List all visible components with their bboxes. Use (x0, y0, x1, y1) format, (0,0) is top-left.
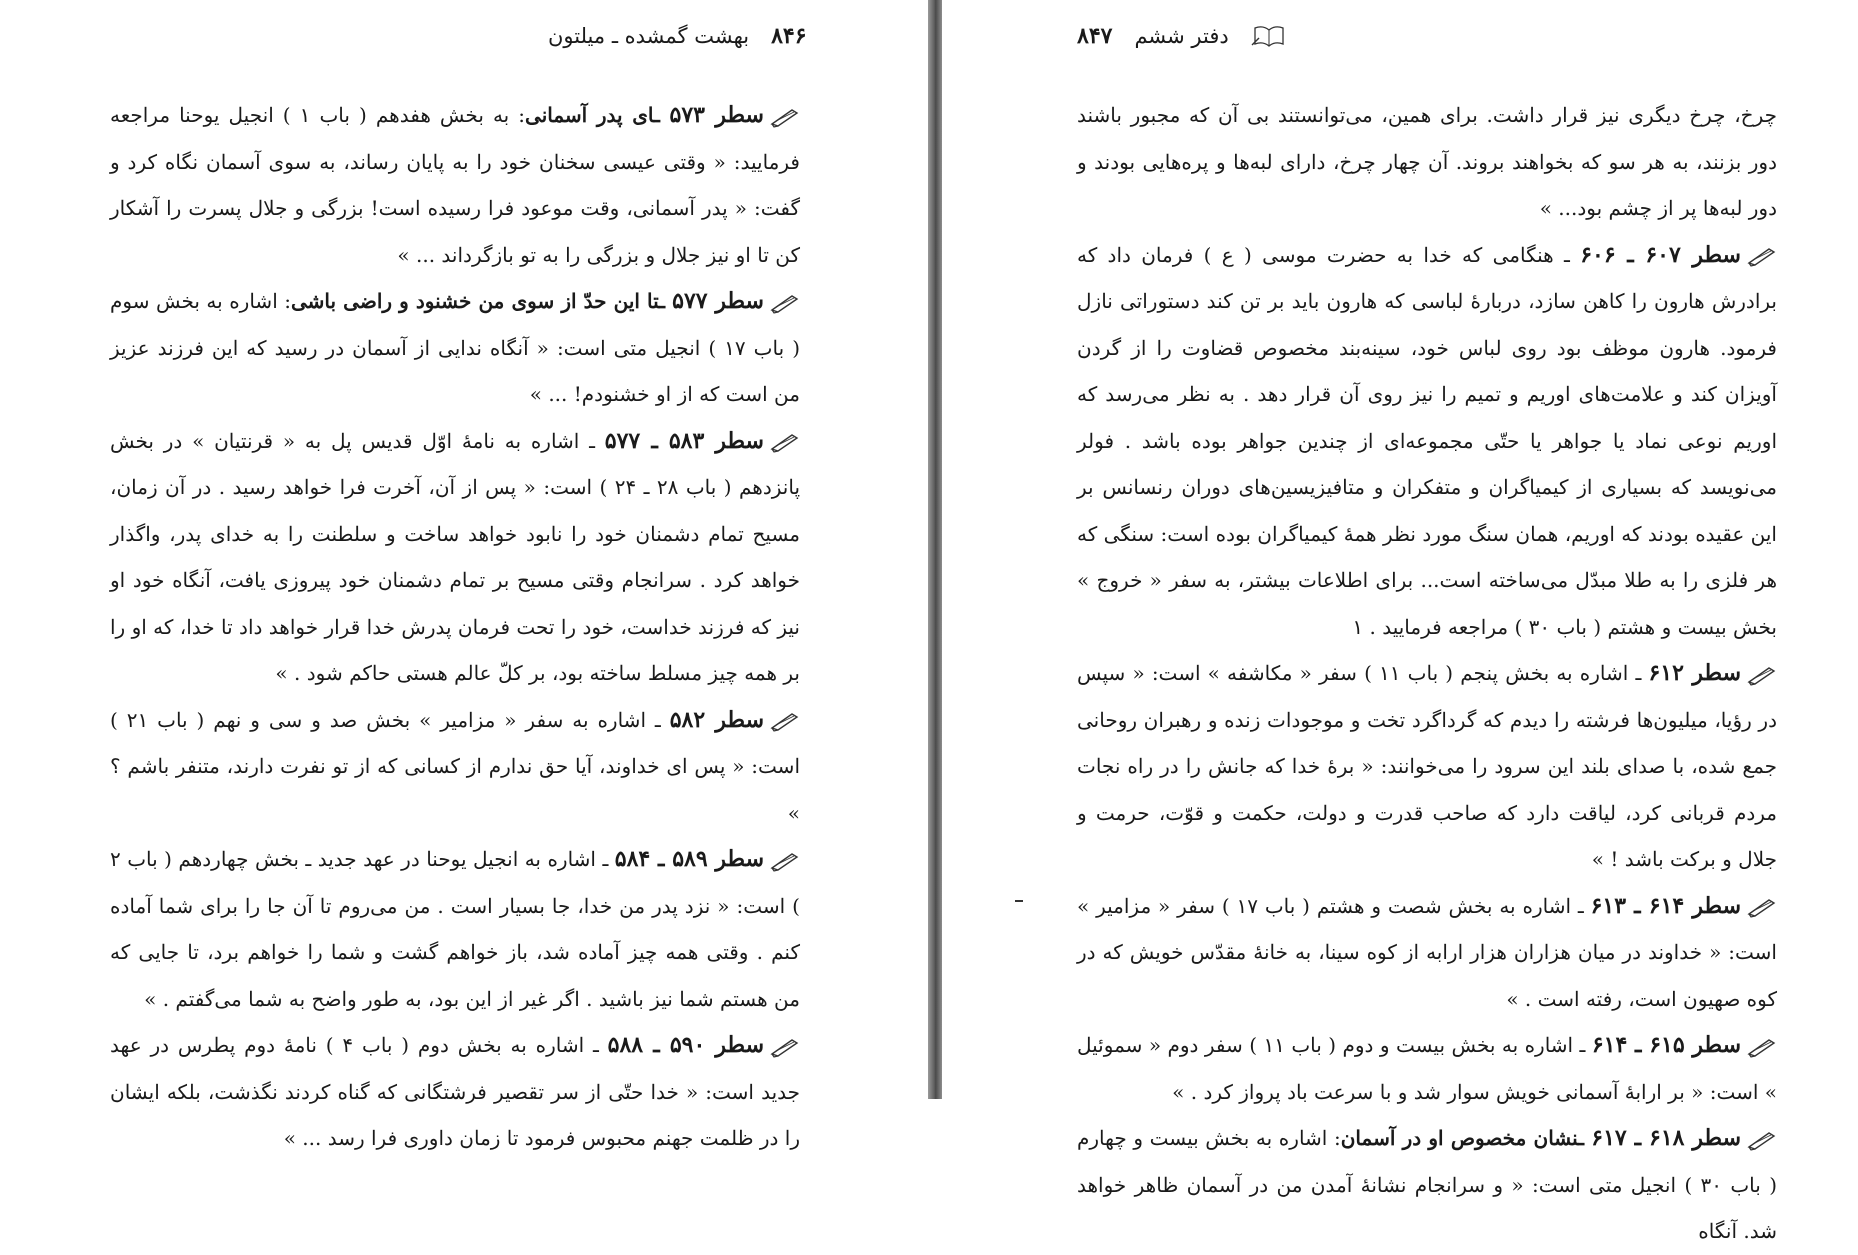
line-reference: سطر ۶۱۸ ـ ۶۱۷ (1591, 1125, 1742, 1151)
pen-icon (1747, 1129, 1777, 1151)
note-title: ـتا این حدّ از سوی من خشنود و راضی باشی (290, 289, 673, 313)
note-title: ـنشان مخصوص او در آسمان (1340, 1126, 1592, 1150)
continued-paragraph: چرخ، چرخ دیگری نیز قرار داشت. برای همین، می‌توانستند بی آن که مجبور باشند دور بزنند، به هر سو که بخواهند بروند. آن چهار چرخ، دارای لبه‌ها و پره‌هایی بودند و دور لبه‌ها پر از چشم بود... » (1077, 103, 1777, 220)
note-title: ـای پدر آسمانی (525, 103, 670, 127)
note-text: ـ اشاره به سفر « مزامیر » بخش صد و سی و نهم ( باب ۲۱ ) است: « پس ای خداوند، آیا حق ندارم از کسانی که از تو نفرت دارند، متنفر باشم ؟ » (110, 707, 800, 825)
line-reference: سطر ۵۷۳ (669, 102, 764, 128)
note-text: : اشاره به بخش بیست و چهارم ( باب ۳۰ ) انجیل متی است: « و سرانجام نشانهٔ آمدن من در آسمان ظاهر خواهد شد. آنگاه (1077, 1126, 1777, 1243)
note-entry (1077, 1115, 1777, 1255)
line-reference: سطر ۵۸۲ (669, 706, 764, 733)
note-entry (110, 697, 800, 837)
line-reference: سطر ۵۹۰ ـ ۵۸۸ (607, 1032, 765, 1058)
note-text: ـ اشاره به بخش شصت و هشتم ( باب ۱۷ ) سفر « مزامیر » است: « خداوند در میان هزاران هزار ارابه از کوه سینا، به خانهٔ مقدّس خویش که در کوه صهیون است، رفته است . » (1077, 893, 1777, 1011)
note-text: ـ اشاره به بخش پنجم ( باب ۱۱ ) سفر « مکاشفه » است: « سپس در رؤیا، میلیون‌ها فرشته را دیدم که گرداگرد تخت و موجودات زنده و رهبران روحانی جمع شده، با صدای بلند این سرود را می‌خوانند: « برهٔ خدا که جانش را در راه نجات مردم قربانی کرد، لیاقت دارد که صاحب قدرت و دولت، حکمت و قوّت، حرمت و جلال و برکت باشد ! » (1077, 661, 1778, 871)
right-page-header (1077, 16, 1287, 56)
line-reference: سطر ۶۱۴ ـ ۶۱۳ (1590, 892, 1742, 919)
pen-icon (1747, 1036, 1777, 1058)
note-entry (110, 418, 800, 697)
pen-icon (1747, 664, 1777, 686)
note-text: ـ اشاره به نامهٔ اوّل قدیس پل به « قرنتیان » در بخش پانزدهم ( باب ۲۸ ـ ۲۴ ) است: « پس از آن، آخرت فرا خواهد رسید . در آن زمان، مسیح تمام دشمنان خود را نابود خواهد ساخت و سلطنت را به خدای پدر، واگذار خواهد کرد . سرانجام وقتی مسیح بر تمام دشمنان خود پیروزی یافت، آنگاه خود او نیز که فرزند خداست، خود را تحت فرمان پدرش خدا قرار خواهد داد تا خدا، که او را بر همه چیز مسلط ساخته بود، بر کلّ عالم هستی حاکم شود . » (110, 428, 801, 685)
open-book-icon (1251, 24, 1287, 48)
right-running-title: دفتر ششم (1134, 24, 1229, 48)
pen-icon (770, 710, 800, 732)
line-reference: سطر ۵۷۷ (672, 288, 764, 314)
margin-mark (1015, 900, 1023, 902)
left-page (0, 0, 930, 1150)
pen-icon (770, 292, 800, 314)
pen-icon (1747, 245, 1777, 267)
note-text: ـ اشاره به بخش بیست و دوم ( باب ۱۱ ) سفر دوم « سموئیل » است: « بر ارابهٔ آسمانی خویش سوار شد و با سرعت باد پرواز کرد . » (1077, 1033, 1777, 1104)
note-entry (110, 1022, 800, 1162)
right-page-body (1077, 92, 1777, 1255)
pen-icon (770, 106, 800, 128)
note-text: : اشاره به بخش سوم ( باب ۱۷ ) انجیل متی است: « آنگاه ندایی از آسمان در رسید که این فرزند عزیز من است که از او خشنودم! ... » (110, 289, 800, 406)
left-page-header (548, 16, 807, 56)
left-page-number: ۸۴۶ (771, 23, 807, 49)
line-reference: سطر ۵۸۳ ـ ۵۷۷ (604, 427, 764, 454)
right-page-number: ۸۴۷ (1077, 23, 1113, 49)
line-reference: سطر ۶۱۲ (1648, 660, 1742, 686)
pen-icon (770, 431, 800, 453)
note-entry (1077, 650, 1777, 883)
note-entry (1077, 883, 1777, 1023)
note-text: ـ اشاره به بخش دوم ( باب ۴ ) نامهٔ دوم پطرس در عهد جدید است: « خدا حتّی از سر تقصیر فرشتگانی که گناه کردند نگذشت، بلکه ایشان را در ظلمت جهنم محبوس فرمود تا زمان داوری فرا رسد ... » (110, 1033, 800, 1150)
left-running-title: بهشت گمشده ـ میلتون (548, 24, 750, 48)
note-entry (110, 92, 800, 278)
right-page (945, 0, 1858, 1243)
line-reference: سطر ۶۱۵ ـ ۶۱۴ (1591, 1032, 1742, 1058)
line-reference: سطر ۶۰۷ ـ ۶۰۶ (1580, 241, 1741, 268)
note-entry (110, 836, 800, 1022)
left-page-body (110, 92, 800, 1162)
note-entry (1077, 1022, 1777, 1115)
pen-icon (770, 1036, 800, 1058)
book-gutter (928, 0, 942, 1099)
pen-icon (770, 850, 800, 872)
note-text: : به بخش هفدهم ( باب ۱ ) انجیل یوحنا مراجعه فرمایید: « وقتی عیسی سخنان خود را به پایان رساند، به سوی آسمان نگاه کرد و گفت: « پدر آسمانی، وقت موعود فرا رسیده است! بزرگی و جلال پسرت را آشکار کن تا او نیز جلال و بزرگی را به تو بازگرداند ... » (110, 103, 800, 267)
note-entry (110, 278, 800, 418)
pen-icon (1747, 896, 1777, 918)
note-text: ـ هنگامی که خدا به حضرت موسی ( ع ) فرمان داد که برادرش هارون را کاهن سازد، دربارهٔ لباسی که هارون باید بر تن کند دستوراتی نازل فرمود. هارون موظف بود روی لباس خود، سینه‌بند مخصوص قضاوت را از گردن آویزان کند و علامت‌های اوریم و تمیم را نیز روی آن قرار دهد . به نظر می‌رسد که اوریم نوعی نماد یا جواهر یا حتّی مجموعه‌ای از چندین جواهر بوده باشد . فولر می‌نویسد که بسیاری از کیمیاگران و متفکران و متافیزیسین‌های دوران رنسانس بر این عقیده بودند که اوریم، همان سنگ مورد نظر همهٔ کیمیاگران بوده است: سنگی که هر فلزی را به طلا مبدّل می‌ساخته است... برای اطلاعات بیشتر، به سفر « خروج » بخش بیست و هشتم ( باب ۳۰ ) مراجعه فرمایید . ۱ (1077, 242, 1777, 639)
note-text: ـ اشاره به انجیل یوحنا در عهد جدید ـ بخش چهاردهم ( باب ۲ ) است: « نزد پدر من خدا، جا بسیار است . من می‌روم تا آن جا را برای شما آماده کنم . وقتی همه چیز آماده شد، باز خواهم گشت و شما را خواهم برد، تا جایی که من هستم شما نیز باشید . اگر غیر از این بود، به طور واضح به شما می‌گفتم . » (110, 847, 800, 1011)
note-entry (1077, 232, 1777, 651)
line-reference: سطر ۵۸۹ ـ ۵۸۴ (614, 846, 765, 872)
